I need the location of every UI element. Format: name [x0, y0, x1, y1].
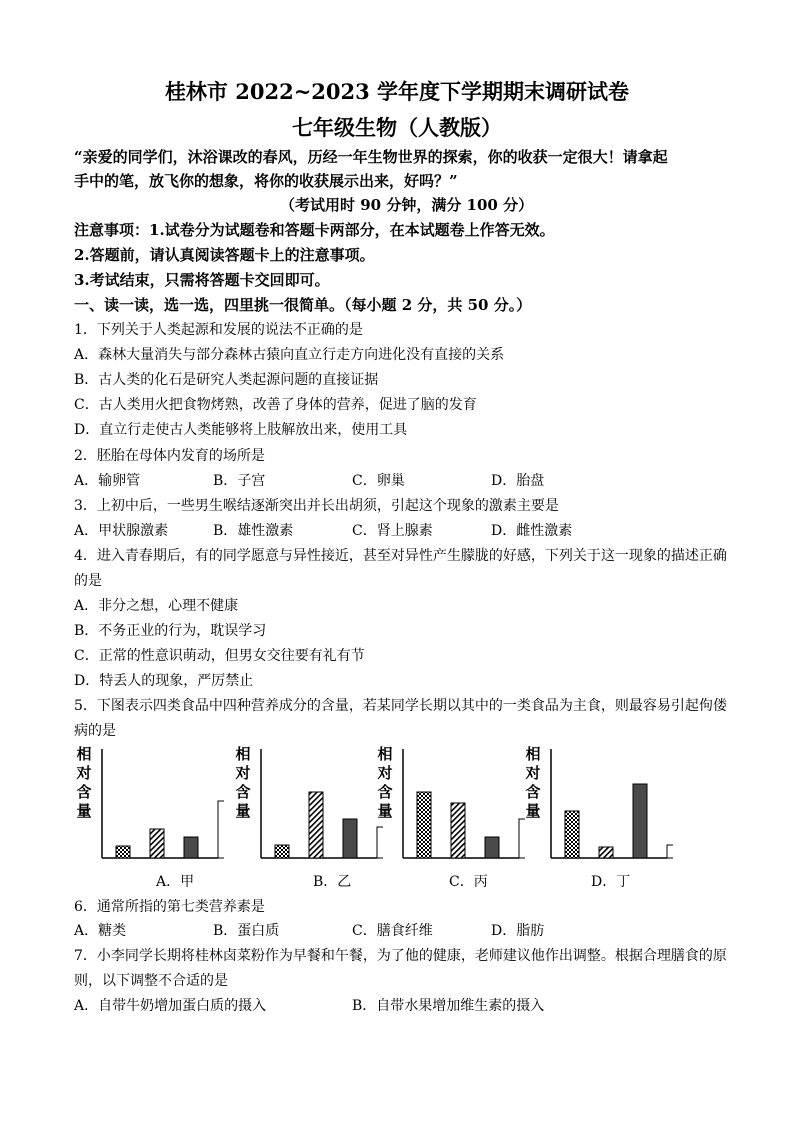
q1-option-a: A．森林大量消失与部分森林古猿向直立行走方向进化没有直接的关系: [74, 347, 505, 363]
q5-stem-1: 5．下图表示四类食品中四种营养成分的含量，若某同学长期以其中的一类食品为主食，则最容易引起佝偻: [74, 698, 727, 714]
chart-y-label: [523, 745, 543, 821]
y-label-char: 相: [377, 745, 393, 763]
chart-svg: [375, 745, 525, 865]
y-label-char: 含: [76, 783, 92, 801]
q4-stem-2: 的是: [74, 573, 102, 589]
q3-option-d: D．雌性激素: [491, 523, 573, 539]
y-label-char: 量: [235, 802, 251, 820]
y-label-char: 相: [525, 745, 541, 763]
bar-1: [275, 845, 289, 858]
bar-2: [451, 803, 465, 858]
chart-x-label: A．甲: [156, 874, 195, 890]
q2-option-b: B．子宫: [213, 473, 266, 489]
q6-stem: 6．通常所指的第七类营养素是: [74, 899, 265, 915]
bar-1: [417, 792, 431, 858]
bar-1: [565, 811, 579, 858]
chart-x-label: D．丁: [591, 874, 631, 890]
exam-subtitle: 七年级生物（人教版）: [292, 115, 502, 140]
exam-time-note: （考试用时 90 分钟，满分 100 分）: [280, 196, 534, 214]
chart-svg: [233, 745, 383, 865]
chart-y-label: [375, 745, 395, 821]
q4-stem-1: 4．进入青春期后，有的同学愿意与异性接近，甚至对异性产生朦胧的好感，下列关于这一现象的描述正确: [74, 548, 727, 564]
section-1-heading: 一、读一读，选一选，四里挑一很简单。（每小题 2 分，共 50 分。）: [74, 296, 532, 314]
note-2: 2.答题前，请认真阅读答题卡上的注意事项。: [74, 246, 375, 264]
q7-stem-2: 则，以下调整不合适的是: [74, 973, 228, 989]
bar-2: [309, 792, 323, 858]
q7-option-b: B．自带水果增加维生素的摄入: [352, 998, 545, 1014]
chart-x-label: C．丙: [449, 874, 488, 890]
note-1: 注意事项：1.试卷分为试题卷和答题卡两部分，在本试题卷上作答无效。: [74, 221, 555, 239]
chart-svg: [74, 745, 224, 865]
chart-jia: [74, 745, 224, 891]
y-label-char: 量: [377, 802, 393, 820]
q6-option-c: C．膳食纤维: [352, 923, 433, 939]
chart-ding: [523, 745, 673, 891]
y-label-char: 含: [235, 783, 251, 801]
q5-stem-2: 病的是: [74, 723, 116, 739]
exam-title: 桂林市 2022~2023 学年度下学期期末调研试卷: [164, 79, 630, 104]
note-3: 3.考试结束，只需将答题卡交回即可。: [74, 271, 330, 289]
intro-line-2: 手中的笔，放飞你的想象，将你的收获展示出来，好吗？”: [74, 172, 458, 190]
chart-yi: [233, 745, 383, 891]
bar-2: [150, 829, 164, 858]
y-label-char: 量: [525, 802, 541, 820]
bar-2: [599, 847, 613, 858]
q4-option-c: C．正常的性意识萌动，但男女交往要有礼有节: [74, 648, 365, 664]
y-label-char: 相: [235, 745, 251, 763]
q2-option-a: A．输卵管: [74, 473, 141, 489]
chart-x-label: B．乙: [313, 874, 352, 890]
q3-stem: 3．上初中后，一些男生喉结逐渐突出并长出胡须，引起这个现象的激素主要是: [74, 498, 559, 514]
q2-stem: 2．胚胎在母体内发育的场所是: [74, 448, 265, 464]
q6-option-b: B．蛋白质: [213, 923, 280, 939]
bar-3: [485, 837, 499, 858]
chart-svg: [523, 745, 673, 865]
bar-4: [218, 801, 224, 858]
bar-3: [184, 837, 198, 858]
q2-option-d: D．胎盘: [491, 473, 545, 489]
y-label-char: 对: [525, 764, 541, 782]
bar-3: [343, 819, 357, 858]
q2-option-c: C．卵巢: [352, 473, 405, 489]
y-label-char: 对: [235, 764, 251, 782]
chart-y-label: [233, 745, 253, 821]
q1-option-c: C．古人类用火把食物烤熟，改善了身体的营养，促进了脑的发育: [74, 397, 477, 413]
q3-option-b: B．雄性激素: [213, 523, 294, 539]
q7-option-a: A．自带牛奶增加蛋白质的摄入: [74, 998, 267, 1014]
y-label-char: 含: [377, 783, 393, 801]
q7-stem-1: 7．小李同学长期将桂林卤菜粉作为早餐和午餐，为了他的健康，老师建议他作出调整。根据合理膳食的原: [74, 948, 727, 964]
q1-option-d: D．直立行走使古人类能够将上肢解放出来，使用工具: [74, 422, 408, 438]
y-label-char: 相: [76, 745, 92, 763]
q1-stem: 1．下列关于人类起源和发展的说法不正确的是: [74, 322, 363, 338]
intro-line-1: “亲爱的同学们，沐浴课改的春风，历经一年生物世界的探索，你的收获一定很大！请拿起: [74, 148, 668, 166]
q1-option-b: B．古人类的化石是研究人类起源问题的直接证据: [74, 372, 379, 388]
chart-bing: [375, 745, 525, 891]
chart-y-label: [74, 745, 94, 821]
q3-option-c: C．肾上腺素: [352, 523, 433, 539]
bar-3: [633, 784, 647, 858]
q4-option-a: A．非分之想，心理不健康: [74, 598, 239, 614]
q4-option-b: B．不务正业的行为，耽误学习: [74, 623, 267, 639]
q4-option-d: D．特丢人的现象，严厉禁止: [74, 673, 254, 689]
q6-option-a: A．糖类: [74, 923, 127, 939]
y-label-char: 含: [525, 783, 541, 801]
bar-1: [116, 846, 130, 858]
y-label-char: 对: [377, 764, 393, 782]
q3-option-a: A．甲状腺激素: [74, 523, 169, 539]
y-label-char: 量: [76, 802, 92, 820]
y-label-char: 对: [76, 764, 92, 782]
q6-option-d: D．脂肪: [491, 923, 545, 939]
bar-4: [667, 845, 673, 858]
